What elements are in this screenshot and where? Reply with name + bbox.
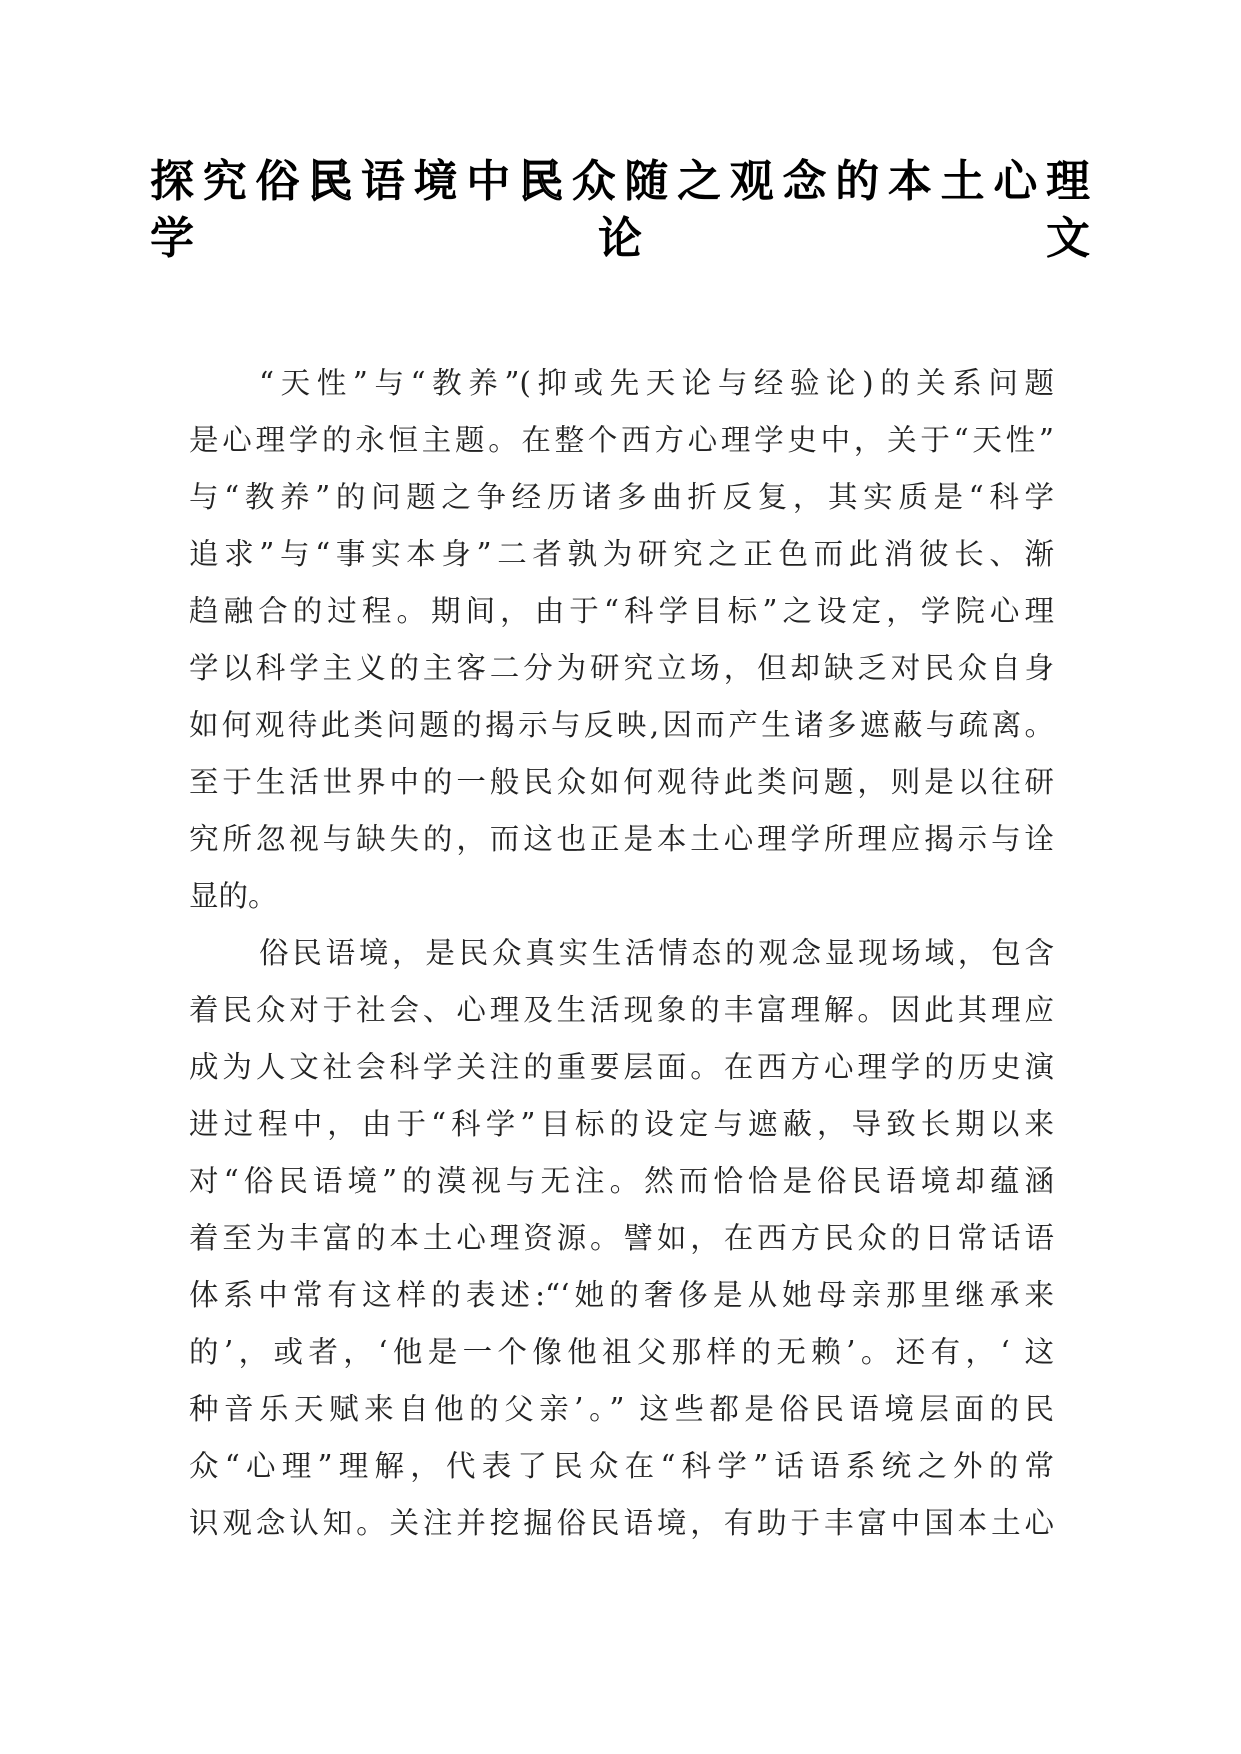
title-outlined-char: 民 [308, 156, 361, 207]
text-line: 学以科学主义的主客二分为研究立场，但却缺乏对民众自身 [189, 651, 1054, 685]
title-outlined-char: 民 [518, 156, 572, 207]
title-segment: 众随之观念的本土心理 [571, 156, 1092, 207]
text-line: 种音乐天赋来自他的父亲’。” 这些都是俗民语境层面的民 [189, 1392, 1054, 1426]
title-line-2: 学论文 [150, 213, 1091, 264]
text-line: 成为人文社会科学关注的重要层面。在西方心理学的历史演 [189, 1050, 1054, 1084]
text-line: 显的。 [189, 879, 278, 913]
title-line-1 [150, 150, 1091, 207]
title-segment: 语境中 [360, 156, 519, 207]
text-line: 是心理学的永恒主题。在整个西方心理学史中，关于“天性” [189, 423, 1054, 457]
text-line: 与“教养”的问题之争经历诸多曲折反复，其实质是“科学 [189, 480, 1054, 514]
text-line: 究所忽视与缺失的，而这也正是本土心理学所理应揭示与诠 [189, 822, 1054, 856]
text-line: 识观念认知。关注并挖掘俗民语境，有助于丰富中国本土心 [189, 1506, 1054, 1540]
text-line: 趋融合的过程。期间，由于“科学目标”之设定，学院心理 [189, 594, 1054, 628]
text-line: “天性”与“教养”(抑或先天论与经验论)的关系问题 [259, 366, 1054, 400]
paragraph-2 [189, 925, 1054, 1552]
text-line: 至于生活世界中的一般民众如何观待此类问题，则是以往研 [189, 765, 1054, 799]
document-body [189, 355, 1054, 1552]
title-segment: 探究俗 [150, 156, 309, 207]
text-line: 俗民语境，是民众真实生活情态的观念显现场域，包含 [259, 936, 1054, 970]
text-line: 如何观待此类问题的揭示与反映,因而产生诸多遮蔽与疏离。 [189, 708, 1054, 742]
document-title [150, 150, 1091, 264]
text-line: 众“心理”理解，代表了民众在“科学”话语系统之外的常 [189, 1449, 1054, 1483]
text-line: 追求”与“事实本身”二者孰为研究之正色而此消彼长、渐 [189, 537, 1054, 571]
text-line: 体系中常有这样的表述:“‘她的奢侈是从她母亲那里继承来 [189, 1278, 1054, 1312]
text-line: 着民众对于社会、心理及生活现象的丰富理解。因此其理应 [189, 993, 1054, 1027]
paragraph-1 [189, 355, 1054, 925]
text-line: 着至为丰富的本土心理资源。譬如，在西方民众的日常话语 [189, 1221, 1054, 1255]
text-line: 进过程中，由于“科学”目标的设定与遮蔽，导致长期以来 [189, 1107, 1054, 1141]
text-line: 对“俗民语境”的漠视与无注。然而恰恰是俗民语境却蕴涵 [189, 1164, 1054, 1198]
text-line: 的’，或者，‘他是一个像他祖父那样的无赖’。还有，‘ 这 [189, 1335, 1054, 1369]
